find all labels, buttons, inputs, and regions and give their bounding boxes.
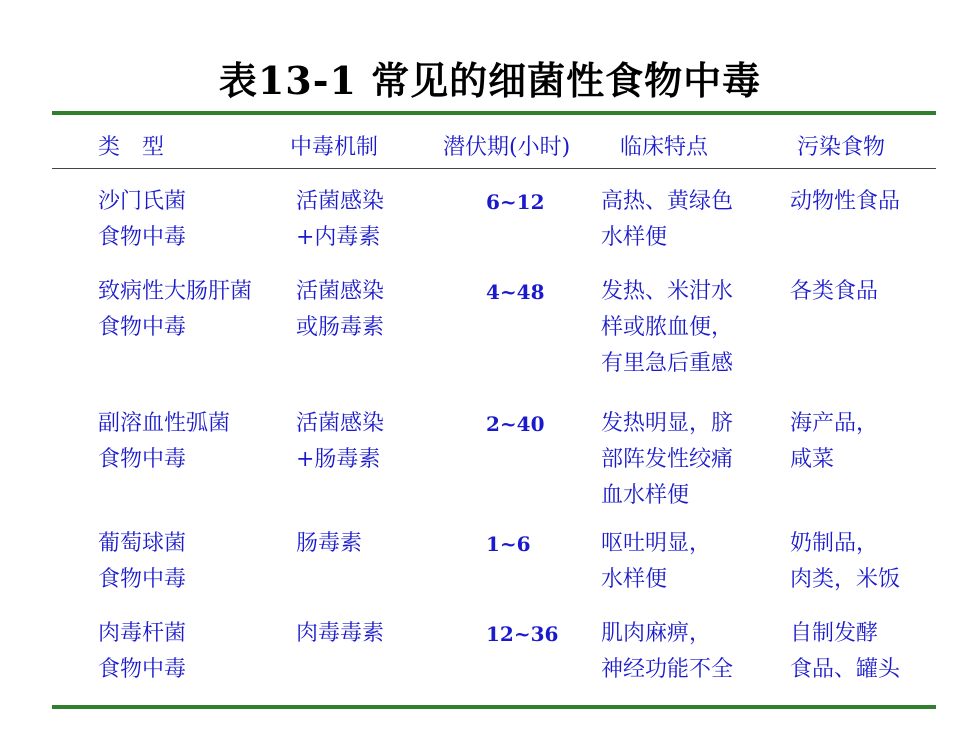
cell-line: 部阵发性绞痛 — [601, 447, 734, 472]
cell-line: 呕吐明显， — [601, 531, 712, 556]
cell-type — [98, 526, 186, 598]
cell-clinical — [601, 616, 733, 688]
cell-type — [98, 406, 230, 478]
cell-line: 样或脓血便， — [601, 315, 734, 340]
cell-line: 发热、米泔水 — [601, 279, 734, 304]
cell-line: 有里急后重感 — [601, 351, 734, 376]
header-incubation: 潜伏期(小时) — [443, 135, 571, 160]
cell-mechanism — [296, 526, 362, 562]
cell-line: 活菌感染 — [296, 279, 385, 304]
cell-type — [98, 616, 186, 688]
cell-line: 神经功能不全 — [601, 657, 734, 682]
cell-line: +内毒素 — [296, 225, 381, 250]
cell-clinical — [601, 406, 733, 514]
cell-line: 副溶血性弧菌 — [98, 411, 231, 436]
cell-line: 食物中毒 — [98, 447, 187, 472]
cell-line: 动物性食品 — [790, 189, 901, 214]
header-food: 污染食物 — [797, 135, 886, 160]
cell-clinical — [601, 526, 711, 598]
cell-line: 食物中毒 — [98, 225, 187, 250]
cell-line: 12~36 — [486, 622, 559, 646]
cell-line: 水样便 — [601, 567, 668, 592]
cell-line: 血水样便 — [601, 483, 690, 508]
cell-line: 奶制品， — [790, 531, 879, 556]
cell-line: 活菌感染 — [296, 189, 385, 214]
cell-incubation — [486, 274, 545, 310]
cell-line: 活菌感染 — [296, 411, 385, 436]
cell-line: 肠毒素 — [296, 531, 363, 556]
cell-incubation — [486, 406, 545, 442]
table-title: 表13-1 常见的细菌性食物中毒 — [218, 58, 762, 103]
cell-line: +肠毒素 — [296, 447, 381, 472]
cell-mechanism — [296, 274, 384, 346]
cell-line: 葡萄球菌 — [98, 531, 187, 556]
cell-type — [98, 184, 186, 256]
header-clinical: 临床特点 — [620, 135, 709, 160]
cell-line: 高热、黄绿色 — [601, 189, 734, 214]
cell-line: 食物中毒 — [98, 567, 187, 592]
cell-type — [98, 274, 252, 346]
cell-line: 食物中毒 — [98, 657, 187, 682]
cell-mechanism — [296, 616, 384, 652]
cell-line: 肉毒杆菌 — [98, 621, 187, 646]
cell-line: 自制发酵 — [790, 621, 879, 646]
cell-food — [790, 616, 900, 688]
cell-clinical — [601, 184, 733, 256]
cell-line: 海产品， — [790, 411, 879, 436]
cell-food — [790, 274, 878, 310]
cell-line: 肌肉麻痹， — [601, 621, 712, 646]
cell-line: 2~40 — [486, 412, 545, 436]
bottom-rule — [52, 705, 936, 709]
cell-line: 食物中毒 — [98, 315, 187, 340]
cell-line: 沙门氏菌 — [98, 189, 187, 214]
cell-food — [790, 406, 878, 478]
cell-food — [790, 526, 900, 598]
cell-line: 水样便 — [601, 225, 668, 250]
header-type: 类 型 — [98, 135, 165, 160]
cell-incubation — [486, 616, 558, 652]
header-mechanism: 中毒机制 — [290, 135, 379, 160]
cell-line: 4~48 — [486, 280, 545, 304]
cell-mechanism — [296, 406, 384, 478]
cell-line: 各类食品 — [790, 279, 879, 304]
cell-mechanism — [296, 184, 384, 256]
cell-food — [790, 184, 900, 220]
cell-line: 发热明显，脐 — [601, 411, 734, 436]
cell-incubation — [486, 526, 531, 562]
cell-line: 肉类，米饭 — [790, 567, 901, 592]
cell-line: 致病性大肠肝菌 — [98, 279, 253, 304]
cell-line: 6~12 — [486, 190, 545, 214]
top-rule — [52, 111, 936, 115]
cell-incubation — [486, 184, 545, 220]
header-rule — [52, 168, 936, 169]
cell-clinical — [601, 274, 733, 382]
cell-line: 或肠毒素 — [296, 315, 385, 340]
cell-line: 1~6 — [486, 532, 531, 556]
cell-line: 肉毒毒素 — [296, 621, 385, 646]
cell-line: 食品、罐头 — [790, 657, 901, 682]
cell-line: 咸菜 — [790, 447, 835, 472]
